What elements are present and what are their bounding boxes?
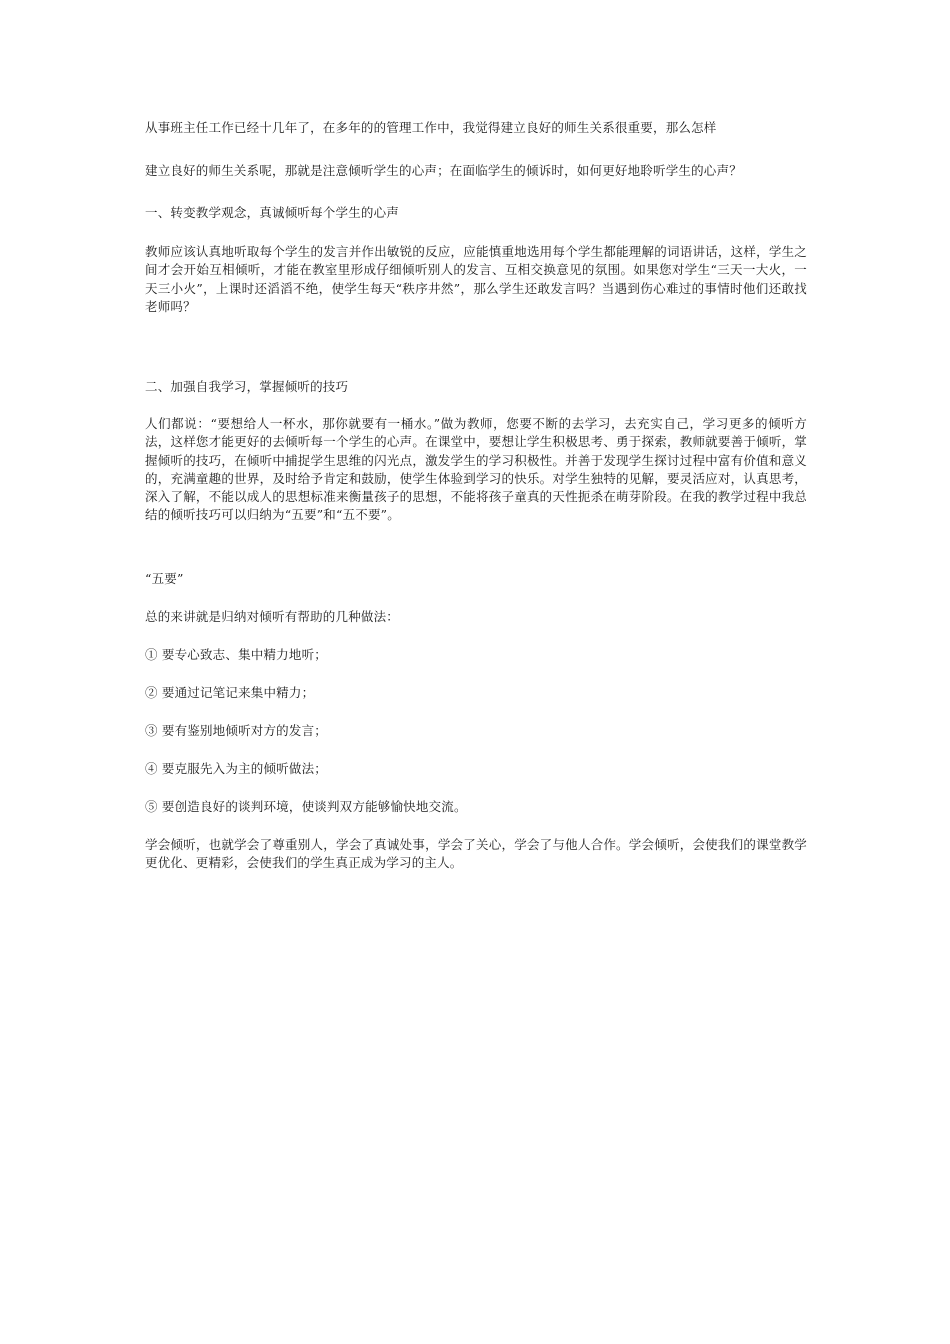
- list-item: ② 要通过记笔记来集中精力；: [145, 685, 315, 700]
- section-2-heading: 二、加强自我学习，掌握倾听的技巧: [145, 379, 349, 394]
- list-item: ⑤ 要创造良好的谈判环境，使谈判双方能够愉快地交流。: [145, 799, 467, 814]
- section-1-body: 教师应该认真地听取每个学生的发言并作出敏锐的反应，应能慎重地选用每个学生都能理解的词语讲话，这样，学生之间才会开始互相倾听，才能在教室里形成仔细倾听别人的发言、互相交换意见的氛围。如果您对学生“三天一大火，一天三小火”，上课时还滔滔不绝，使学生每天“秩序井然”，那么学生还敢发言吗？当遇到伤心难过的事情时他们还敢找老师吗？: [145, 244, 807, 314]
- conclusion-paragraph: 学会倾听，也就学会了尊重别人，学会了真诚处事，学会了关心，学会了与他人合作。学会倾听，会使我们的课堂教学更优化、更精彩，会使我们的学生真正成为学习的主人。: [145, 837, 807, 871]
- section-2-body: 人们都说：“要想给人一杯水，那你就要有一桶水。”做为教师，您要不断的去学习，去充实自己，学习更多的倾听方法，这样您才能更好的去倾听每一个学生的心声。在课堂中，要想让学生积极思考、勇于探索，教师就要善于倾听，掌握倾听的技巧，在倾听中捕捉学生思维的闪光点，激发学生的学习积极性。并善于发现学生探讨过程中富有价值和意义的，充满童趣的世界，及时给予肯定和鼓励，使学生体验到学习的快乐。对学生独特的见解，要灵活应对，认真思考，深入了解，不能以成人的思想标准来衡量孩子的思想，不能将孩子童真的天性扼杀在萌芽阶段。在我的教学过程中我总结的倾听技巧可以归纳为“五要”和“五不要”。: [145, 416, 807, 523]
- five-musts-heading: “五要”: [145, 571, 184, 586]
- list-item: ③ 要有鉴别地倾听对方的发言；: [145, 723, 327, 738]
- list-item: ④ 要克服先入为主的倾听做法；: [145, 761, 327, 776]
- intro-line-2: 建立良好的师生关系呢，那就是注意倾听学生的心声；在面临学生的倾诉时，如何更好地聆听学生的心声？: [145, 163, 742, 178]
- five-musts-summary: 总的来讲就是归纳对倾听有帮助的几种做法：: [145, 609, 400, 624]
- list-item: ① 要专心致志、集中精力地听；: [145, 647, 327, 662]
- section-1-heading: 一、转变教学观念，真诚倾听每个学生的心声: [145, 205, 400, 220]
- intro-line-1: 从事班主任工作已经十几年了，在多年的的管理工作中，我觉得建立良好的师生关系很重要，那么怎样: [145, 120, 717, 135]
